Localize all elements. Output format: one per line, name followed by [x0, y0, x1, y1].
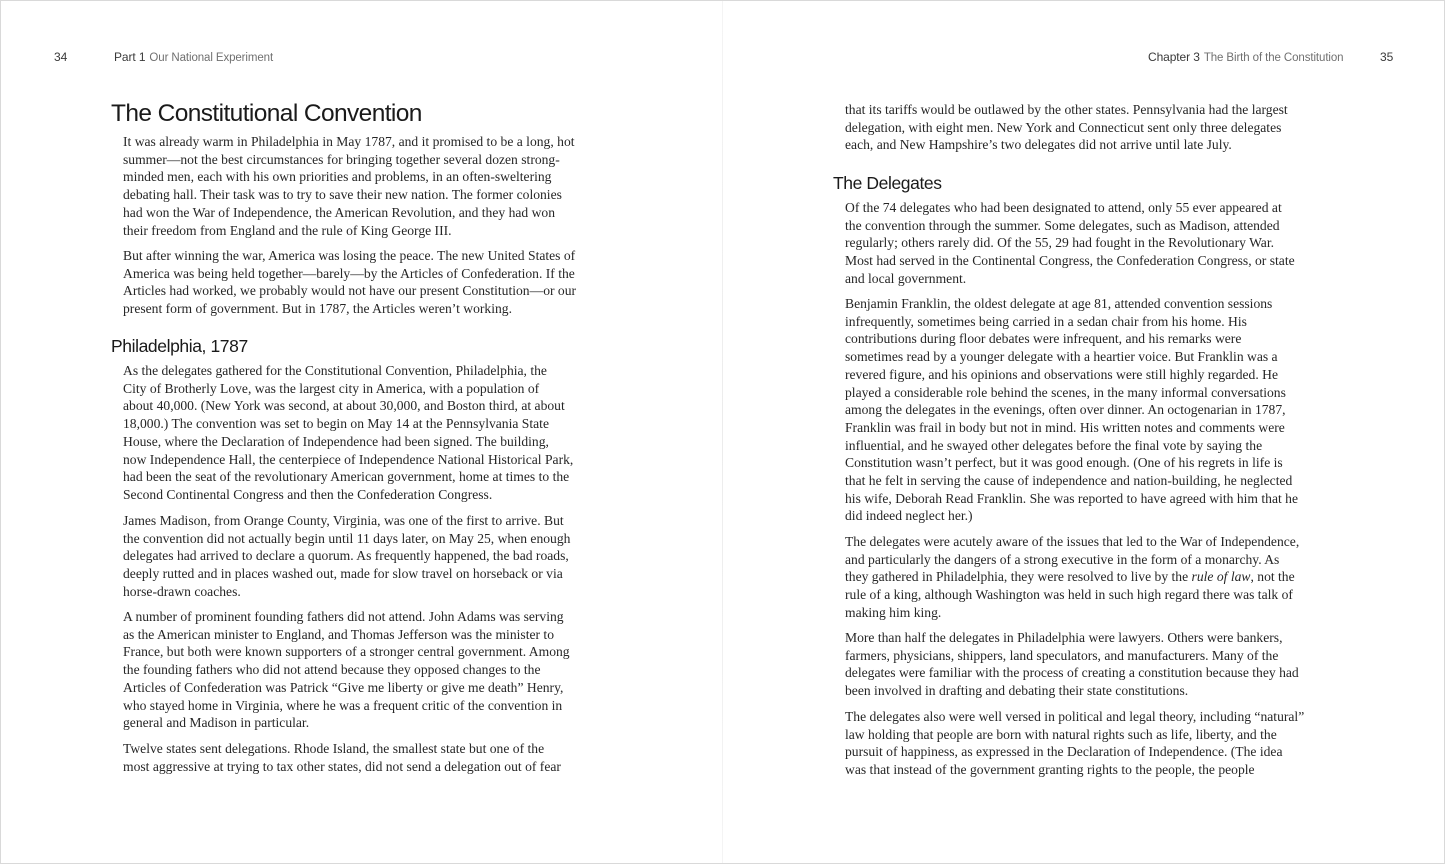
left-folio: 34 [54, 50, 68, 64]
rule-of-law-after: , not the rule of a king, although Washington was held in such high regard there was talk of making him king. [845, 569, 1295, 620]
paragraph-philadelphia-2: James Madison, from Orange County, Virginia, was one of the first to arrive. But the convention did not actually begin until 11 days later, on May 25, when enough delegates had arrived to declare a quorum. As frequently happened, the bad roads, deeply rutted and in places washed out, made for slow travel on horseback or via horse-drawn coaches. [123, 513, 571, 599]
rule-of-law-before: The delegates were acutely aware of the issues that led to the War of Independence, and particularly the dangers of a strong executive in the form of a monarchy. As they gathered in Philadelphia, they were resolved to live by the [845, 534, 1300, 585]
part-title: Our National Experiment [149, 52, 274, 64]
right-running-head [1148, 50, 1343, 64]
chapter-label: Chapter 3 [1148, 50, 1200, 64]
paragraph-delegates-3 [845, 533, 1340, 622]
paragraph-delegates-4: More than half the delegates in Philadelphia were lawyers. Others were bankers, farmers, physicians, shippers, land speculators, and manufacturers. Many of the delegates were familiar with the process of creating a constitution because they had been involved in drafting and debating their state constitutions. [845, 630, 1299, 699]
paragraph-intro-2: But after winning the war, America was losing the peace. The new United States of America was being held together—barely—by the Articles of Confederation. If the Articles had worked, we probably would not have our present Constitution—or our present form of government. But in 1787, the Articles weren’t working. [123, 248, 577, 317]
section-title: The Constitutional Convention [111, 100, 422, 127]
paragraph-philadelphia-4: Twelve states sent delegations. Rhode Island, the smallest state but one of the most aggressive at trying to tax other states, did not send a delegation out of fear [123, 741, 561, 774]
paragraph-delegates-5: The delegates also were well versed in political and legal theory, including “natural” law holding that people are born with natural rights such as life, liberty, and the pursuit of happiness, as expressed in the Declaration of Independence. (The idea was that instead of the government granting rights to the people, the people [845, 709, 1305, 778]
subsection-title-philadelphia: Philadelphia, 1787 [111, 336, 248, 356]
chapter-title: The Birth of the Constitution [1203, 52, 1344, 64]
gutter [722, 0, 723, 864]
rule-of-law-italic: rule of law [1191, 569, 1251, 585]
left-running-head [114, 50, 273, 64]
paragraph-philadelphia-3: A number of prominent founding fathers did not attend. John Adams was serving as the American minister to England, and Thomas Jefferson was the minister to France, but both were known supporters of a stronger central government. Among the founding fathers who did not attend because they opposed changes to the Articles of Confederation was Patrick “Give me liberty or give me death” Henry, who stayed home in Virginia, where he was a frequent critic of the convention in general and Madison in particular. [123, 609, 570, 731]
part-label: Part 1 [114, 50, 146, 64]
paragraph-delegates-2: Benjamin Franklin, the oldest delegate at age 81, attended convention sessions infrequently, sometimes being carried in a sedan chair from his home. His contributions during floor debates were infrequent, and his remarks were sometimes read by a younger delegate with a heartier voice. But Franklin was a revered figure, and his opinions and observations were still highly regarded. He played a considerable role behind the scenes, in the many informal conversations among the delegates in the evenings, often over dinner. An octogenarian in 1787, Franklin was frail in body but not in mind. His written notes and comments were influential, and he swayed other delegates before the final vote by saying the Constitution wasn’t perfect, but it was good enough. (One of his regrets in life is that he felt in serving the cause of independence and nation-building, he neglected his wife, Deborah Read Franklin. She was reported to have agreed with him that he did indeed neglect her.) [845, 296, 1298, 524]
right-folio: 35 [1380, 50, 1394, 64]
paragraph-intro-1: It was already warm in Philadelphia in May 1787, and it promised to be a long, hot summer—not the best circumstances for bringing together several dozen strong- minded men, each with his own priorities and problems, in an often-sweltering debating hall. Their task was to try to save their new nation. The former colonies had won the War of Independence, the American Revolution, and they had won their freedom from England and the rule of King George III. [123, 134, 575, 238]
subsection-title-delegates: The Delegates [833, 173, 942, 193]
paragraph-delegates-1: Of the 74 delegates who had been designated to attend, only 55 ever appeared at the convention through the summer. Some delegates, such as Madison, attended regularly; others rarely did. Of the 55, 29 had fought in the Revolutionary War. Most had served in the Continental Congress, the Confederation Congress, or state and local government. [845, 200, 1295, 286]
paragraph-continued: that its tariffs would be outlawed by the other states. Pennsylvania had the largest delegation, with eight men. New York and Connecticut sent only three delegates each, and New Hampshire’s two delegates did not arrive until late July. [845, 102, 1288, 153]
paragraph-philadelphia-1: As the delegates gathered for the Constitutional Convention, Philadelphia, the City of Brotherly Love, was the largest city in America, with a population of about 40,000. (New York was second, at about 30,000, and Boston third, at about 18,000.) The convention was set to begin on May 14 at the Pennsylvania State House, where the Declaration of Independence had been signed. The building, now Independence Hall, the centerpiece of Independence National Historical Park, had been the seat of the revolutionary American government, home at times to the Second Continental Congress and then the Confederation Congress. [123, 363, 574, 502]
